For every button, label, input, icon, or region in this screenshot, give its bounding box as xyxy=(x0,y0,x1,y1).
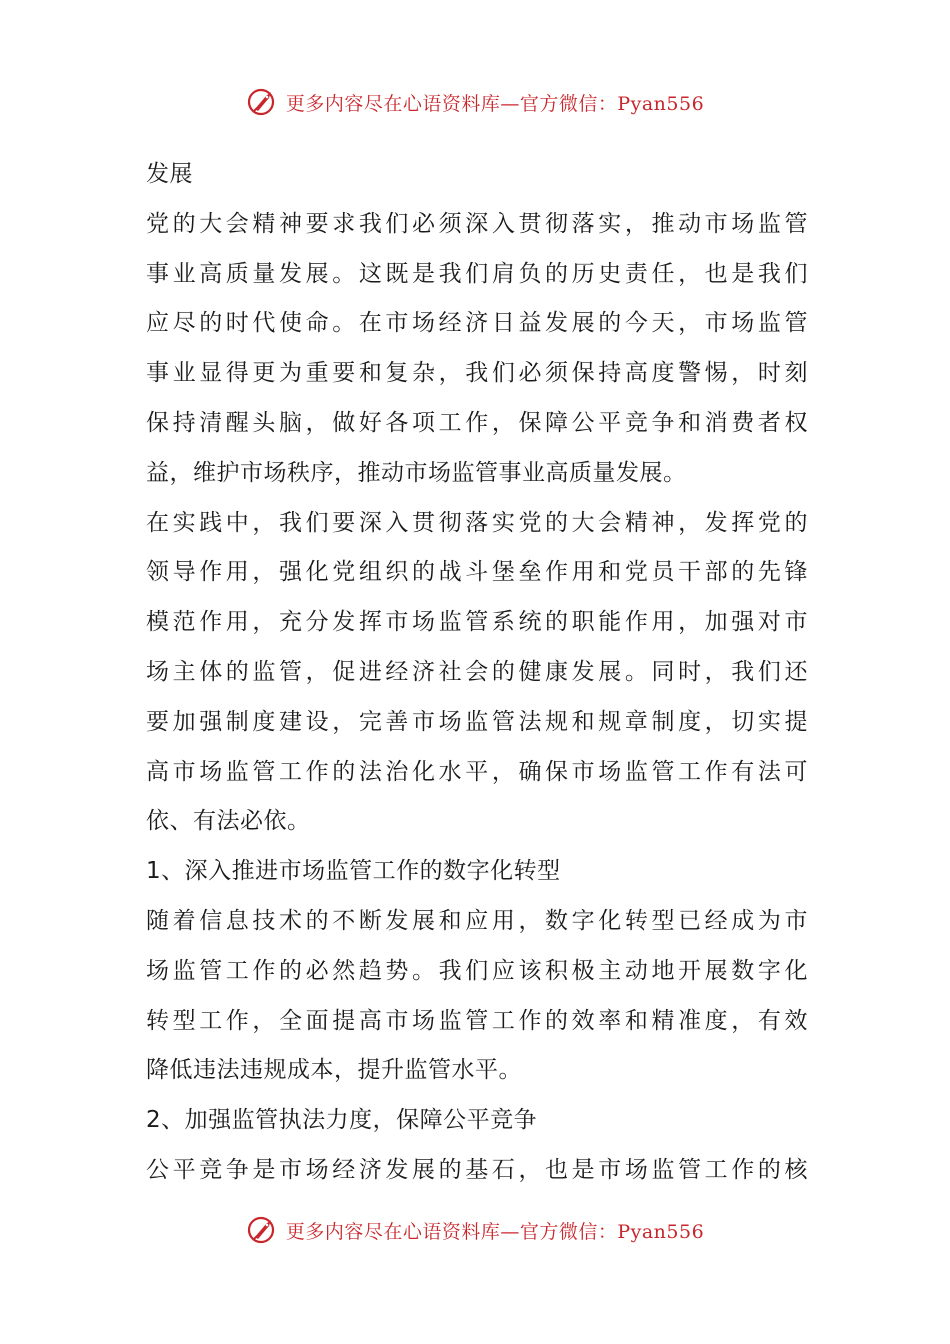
text-line: 模范作用，充分发挥市场监管系统的职能作用，加强对市 xyxy=(146,609,808,636)
text-line: 场主体的监管，促进经济社会的健康发展。同时，我们还 xyxy=(146,658,808,685)
text-line: 高市场监管工作的法治化水平，确保市场监管工作有法可 xyxy=(146,758,808,785)
header-banner xyxy=(0,82,950,122)
text-line: 发展 xyxy=(146,161,193,187)
footer-banner-text: 更多内容尽在心语资料库—官方微信：Pyan556 xyxy=(285,1220,705,1243)
text-line: 公平竞争是市场经济发展的基石，也是市场监管工作的核 xyxy=(146,1156,808,1183)
text-line: 场监管工作的必然趋势。我们应该积极主动地开展数字化 xyxy=(146,957,808,984)
text-line: 转型工作，全面提高市场监管工作的效率和精准度，有效 xyxy=(146,1007,808,1034)
header-banner-text: 更多内容尽在心语资料库—官方微信：Pyan556 xyxy=(285,92,705,115)
text-line: 随着信息技术的不断发展和应用，数字化转型已经成为市 xyxy=(146,907,808,934)
section-heading: 1、深入推进市场监管工作的数字化转型 xyxy=(146,858,561,885)
text-line: 在实践中，我们要深入贯彻落实党的大会精神，发挥党的 xyxy=(146,509,808,536)
pen-nib-logo-icon xyxy=(246,1213,280,1247)
text-line: 保持清醒头脑，做好各项工作，保障公平竞争和消费者权 xyxy=(146,409,808,436)
document-body xyxy=(146,150,808,1196)
pen-nib-logo-icon xyxy=(246,85,280,119)
text-line: 领导作用，强化党组织的战斗堡垒作用和党员干部的先锋 xyxy=(146,559,808,586)
footer-banner xyxy=(0,1210,950,1250)
text-line: 要加强制度建设，完善市场监管法规和规章制度，切实提 xyxy=(146,708,808,735)
text-line: 党的大会精神要求我们必须深入贯彻落实，推动市场监管 xyxy=(146,210,808,237)
text-line: 应尽的时代使命。在市场经济日益发展的今天，市场监管 xyxy=(146,310,808,337)
text-line: 事业高质量发展。这既是我们肩负的历史责任，也是我们 xyxy=(146,260,808,287)
text-line: 依、有法必依。 xyxy=(146,808,311,835)
text-line: 降低违法违规成本，提升监管水平。 xyxy=(146,1057,522,1084)
text-line: 益，维护市场秩序，推动市场监管事业高质量发展。 xyxy=(146,459,687,486)
section-heading: 2、加强监管执法力度，保障公平竞争 xyxy=(146,1107,538,1134)
text-line: 事业显得更为重要和复杂，我们必须保持高度警惕，时刻 xyxy=(146,360,808,387)
